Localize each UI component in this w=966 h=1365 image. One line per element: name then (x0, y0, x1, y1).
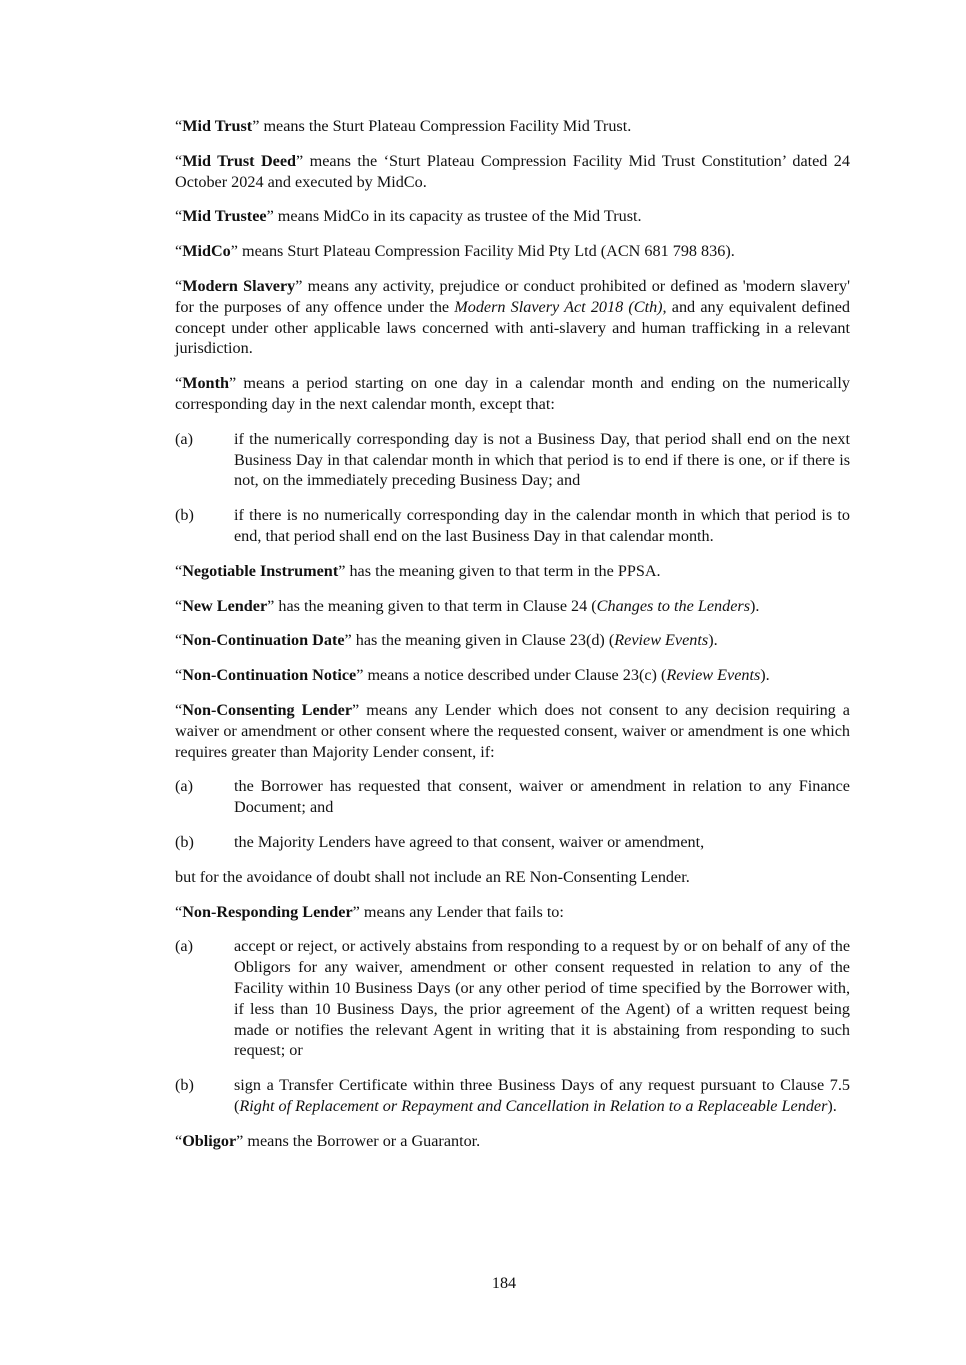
item-text-before: sign a Transfer Certificate within three Business Days of any request pursuant to Clause 7.5 ( (234, 1076, 850, 1115)
quote-open: “ (175, 151, 183, 170)
item-label: (a) (175, 937, 193, 956)
definition-non-consenting-lender (175, 700, 850, 762)
defined-term: Non-Continuation Notice (182, 666, 357, 685)
item-label: (a) (175, 777, 193, 796)
definition-text: means any Lender which does not consent to any decision requiring a waiver or amendment or other consent where the requested consent, waiver or amendment is one which requires greater than Majority Lender consent, if: (175, 700, 850, 761)
quote-open: “ (175, 1131, 183, 1150)
quote-close: ” (352, 700, 360, 719)
quote-close: ” (228, 374, 237, 393)
defined-term: MidCo (182, 242, 231, 261)
definition-new-lender (175, 596, 850, 617)
quote-close: ” (236, 1131, 244, 1150)
quote-open: “ (175, 242, 183, 261)
defined-term: Modern Slavery (182, 276, 296, 295)
definition-mid-trustee (175, 206, 850, 227)
definition-negotiable-instrument (175, 561, 850, 582)
defined-term: Mid Trust Deed (182, 151, 297, 170)
definition-text: ). (750, 596, 760, 615)
definition-text: and any equivalent defined concept under other applicable laws concerned with anti-slavery and human trafficking in a relevant jurisdiction. (175, 297, 850, 358)
defined-term: Negotiable Instrument (182, 561, 339, 580)
defined-term: Obligor (182, 1131, 237, 1150)
clause-reference: Changes to the Lenders (596, 596, 750, 615)
defined-term: Non-Responding Lender (182, 902, 353, 921)
item-text: if the numerically corresponding day is not a Business Day, that period shall end on the next Business Day in that calendar month in which that period is to end if there is one, or if there is not, on the immediately preceding Business Day; and (234, 429, 850, 490)
definition-text: means any activity, prejudice or conduct prohibited or defined as 'modern slavery' for the purposes of any offence under the (175, 276, 850, 316)
definition-mid-trust-deed (175, 151, 850, 193)
quote-close: ” (295, 276, 303, 295)
definition-text: means a period starting on one day in a calendar month and ending on the numerically corresponding day in the next calendar month, except that: (175, 374, 850, 413)
quote-open: “ (175, 117, 183, 135)
quote-close: ” (252, 117, 260, 135)
defined-term: Month (182, 374, 229, 393)
definition-text: means MidCo in its capacity as trustee of the Mid Trust. (273, 207, 642, 226)
quote-open: “ (175, 631, 183, 650)
definition-text: ). (708, 631, 718, 650)
definition-modern-slavery (175, 276, 850, 359)
item-label: (b) (175, 1076, 194, 1095)
definition-non-responding-lender (175, 902, 850, 923)
quote-close: ” (352, 902, 360, 921)
item-text: accept or reject, or actively abstains from responding to a request by or on behalf of any of the Obligors for any waiver, amendment or other consent requested in relation to any of the Facility within 10 Business Days (or any other period of time specified by the Borrower with, if less than 10 Business Days, the prior agreement of the Agent) of a written request being made or notifies the relevant Agent in writing that it is abstaining from responding to such request; or (234, 937, 850, 1060)
quote-close: ” (356, 666, 364, 685)
definition-text: has the meaning given to that term in the PPSA. (345, 561, 661, 580)
quote-open: “ (175, 276, 183, 295)
quote-open: “ (175, 902, 183, 921)
definition-text: means Sturt Plateau Compression Facility Mid Pty Ltd (ACN 681 798 836). (237, 242, 735, 261)
defined-term: New Lender (182, 596, 268, 615)
clause-reference: Right of Replacement or Repayment and Cancellation in Relation to a Replaceable Lender (239, 1096, 828, 1115)
non-consenting-item-b (175, 832, 850, 853)
quote-open: “ (175, 374, 183, 393)
item-label: (b) (175, 832, 194, 851)
definition-mid-trust (175, 116, 850, 137)
clause-reference: Review Events (666, 666, 761, 685)
quote-close: ” (266, 207, 274, 226)
non-consenting-item-a (175, 776, 850, 818)
definition-text: means the ‘Sturt Plateau Compression Facility Mid Trust Constitution’ dated 24 October 2024 and executed by MidCo. (175, 151, 850, 191)
definition-obligor (175, 1131, 850, 1152)
definition-text: has the meaning given in Clause 23(d) ( (351, 631, 615, 650)
clause-reference: Review Events (614, 631, 709, 650)
definition-text: means the Sturt Plateau Compression Facility Mid Trust. (259, 117, 632, 135)
page-number: 184 (491, 1274, 517, 1292)
item-text (234, 1075, 850, 1117)
quote-open: “ (175, 666, 183, 685)
definition-month (175, 373, 850, 415)
item-text: if there is no numerically corresponding day in the calendar month in which that period is to end, that period shall end on the last Business Day in that calendar month. (234, 506, 850, 545)
month-item-a (175, 429, 850, 491)
item-text: the Majority Lenders have agreed to that consent, waiver or amendment, (234, 832, 705, 851)
quote-close: ” (338, 561, 346, 580)
document-page (175, 116, 850, 1165)
quote-open: “ (175, 561, 183, 580)
quote-close: ” (267, 596, 275, 615)
definition-text: means the Borrower or a Guarantor. (243, 1131, 481, 1150)
defined-term: Non-Continuation Date (182, 631, 345, 650)
item-label: (b) (175, 506, 194, 525)
quote-open: “ (175, 207, 183, 226)
non-responding-item-a (175, 936, 850, 1061)
month-item-b (175, 505, 850, 547)
item-text-after: ). (827, 1096, 837, 1115)
quote-close: ” (344, 631, 352, 650)
quote-close: ” (296, 151, 304, 170)
defined-term: Mid Trust (182, 117, 253, 135)
statute-reference: Modern Slavery Act 2018 (Cth), (454, 297, 667, 316)
non-responding-item-b (175, 1075, 850, 1117)
definition-text: ). (760, 666, 770, 685)
definition-text: has the meaning given to that term in Clause 24 ( (274, 596, 597, 615)
definition-text: means any Lender that fails to: (359, 902, 564, 921)
item-text: the Borrower has requested that consent, waiver or amendment in relation to any Finance Document; and (234, 777, 850, 817)
quote-open: “ (175, 700, 183, 719)
non-consenting-closing: but for the avoidance of doubt shall not include an RE Non-Consenting Lender. (175, 867, 690, 886)
definition-non-continuation-date (175, 630, 850, 651)
defined-term: Non-Consenting Lender (182, 700, 353, 719)
definition-midco (175, 241, 850, 262)
defined-term: Mid Trustee (182, 207, 267, 226)
quote-close: ” (230, 242, 238, 261)
definition-non-continuation-notice (175, 665, 850, 686)
item-label: (a) (175, 429, 193, 448)
definition-text: means a notice described under Clause 23(c) ( (363, 666, 667, 685)
quote-open: “ (175, 596, 183, 615)
